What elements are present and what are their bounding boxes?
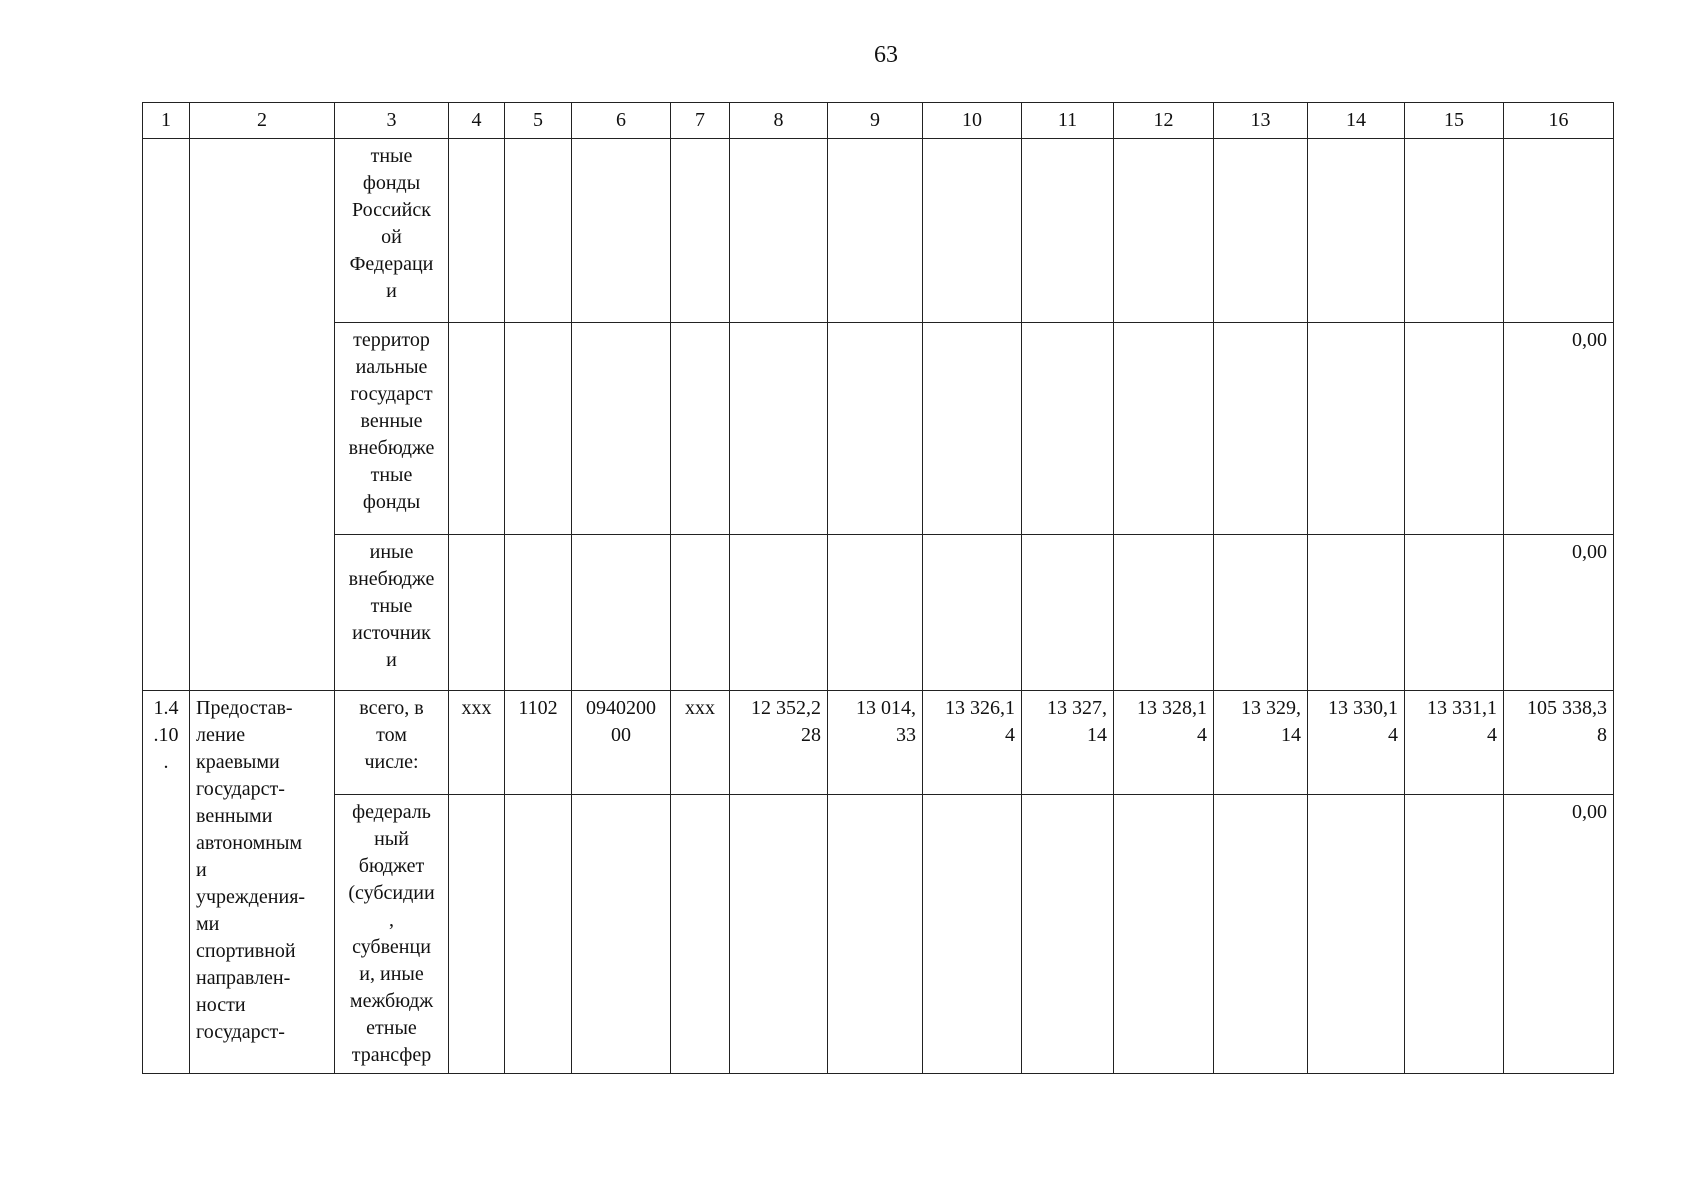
header-cell: 12 <box>1114 103 1214 139</box>
empty-cell <box>449 535 505 691</box>
empty-cell <box>1405 535 1504 691</box>
empty-cell <box>1022 795 1114 1074</box>
empty-cell <box>1214 535 1308 691</box>
header-cell: 5 <box>505 103 572 139</box>
header-cell: 1 <box>143 103 190 139</box>
empty-cell <box>1114 795 1214 1074</box>
empty-cell <box>1308 139 1405 323</box>
funding-source-cell: всего, в том числе: <box>335 691 449 795</box>
empty-cell <box>828 139 923 323</box>
row-name-cell <box>190 139 335 691</box>
empty-cell <box>505 795 572 1074</box>
header-cell: 3 <box>335 103 449 139</box>
value-cell: 13 329, 14 <box>1214 691 1308 795</box>
empty-cell <box>1022 139 1114 323</box>
empty-cell <box>1308 535 1405 691</box>
empty-cell <box>1022 323 1114 535</box>
table-row <box>143 139 1614 323</box>
empty-cell <box>1114 323 1214 535</box>
empty-cell <box>572 795 671 1074</box>
row-number-cell <box>143 139 190 691</box>
empty-cell <box>1114 139 1214 323</box>
empty-cell <box>1214 795 1308 1074</box>
empty-cell <box>1405 323 1504 535</box>
value-cell: 13 331,1 4 <box>1405 691 1504 795</box>
empty-cell <box>572 535 671 691</box>
empty-cell <box>730 535 828 691</box>
empty-cell <box>1308 795 1405 1074</box>
empty-cell <box>1214 323 1308 535</box>
header-cell: 9 <box>828 103 923 139</box>
value-cell: 13 327, 14 <box>1022 691 1114 795</box>
code-cell: xxx <box>449 691 505 795</box>
empty-cell <box>923 795 1022 1074</box>
funding-source-cell: территор иальные государст венные внебюдже тные фонды <box>335 323 449 535</box>
table-row <box>143 795 1614 1074</box>
funding-source-cell: тные фонды Российск ой Федераци и <box>335 139 449 323</box>
total-cell: 0,00 <box>1504 795 1614 1074</box>
value-cell: 13 326,1 4 <box>923 691 1022 795</box>
empty-cell <box>505 323 572 535</box>
value-cell: 13 330,1 4 <box>1308 691 1405 795</box>
row-name-cell: Предостав- ление краевыми государст- венными автономным и учреждения- ми спортивной направлен- ности государст- <box>190 691 335 1074</box>
table-row <box>143 323 1614 535</box>
value-cell: 13 328,1 4 <box>1114 691 1214 795</box>
empty-cell <box>730 139 828 323</box>
total-cell: 105 338,3 8 <box>1504 691 1614 795</box>
header-cell: 10 <box>923 103 1022 139</box>
header-cell: 16 <box>1504 103 1614 139</box>
total-cell <box>1504 139 1614 323</box>
header-cell: 14 <box>1308 103 1405 139</box>
empty-cell <box>828 323 923 535</box>
empty-cell <box>1308 323 1405 535</box>
table-row <box>143 691 1614 795</box>
code-cell: 0940200 00 <box>572 691 671 795</box>
funding-source-cell: иные внебюдже тные источник и <box>335 535 449 691</box>
empty-cell <box>505 535 572 691</box>
empty-cell <box>828 535 923 691</box>
empty-cell <box>505 139 572 323</box>
row-number-cell: 1.4 .10 . <box>143 691 190 1074</box>
empty-cell <box>449 795 505 1074</box>
header-cell: 6 <box>572 103 671 139</box>
empty-cell <box>671 139 730 323</box>
header-cell: 15 <box>1405 103 1504 139</box>
empty-cell <box>671 795 730 1074</box>
empty-cell <box>730 323 828 535</box>
empty-cell <box>1114 535 1214 691</box>
total-cell: 0,00 <box>1504 535 1614 691</box>
empty-cell <box>671 535 730 691</box>
empty-cell <box>671 323 730 535</box>
value-cell: 12 352,2 28 <box>730 691 828 795</box>
header-cell: 7 <box>671 103 730 139</box>
header-cell: 4 <box>449 103 505 139</box>
empty-cell <box>572 139 671 323</box>
header-cell: 11 <box>1022 103 1114 139</box>
header-cell: 13 <box>1214 103 1308 139</box>
value-cell: 13 014, 33 <box>828 691 923 795</box>
code-cell: 1102 <box>505 691 572 795</box>
empty-cell <box>1214 139 1308 323</box>
budget-table <box>142 102 1614 1074</box>
header-cell: 8 <box>730 103 828 139</box>
table-row <box>143 535 1614 691</box>
empty-cell <box>1405 795 1504 1074</box>
empty-cell <box>449 323 505 535</box>
empty-cell <box>1405 139 1504 323</box>
funding-source-cell: федераль ный бюджет (субсидии , субвенци и, иные межбюдж етные трансфер <box>335 795 449 1074</box>
empty-cell <box>449 139 505 323</box>
empty-cell <box>923 535 1022 691</box>
empty-cell <box>828 795 923 1074</box>
empty-cell <box>1022 535 1114 691</box>
page-number: 63 <box>874 42 898 68</box>
empty-cell <box>923 139 1022 323</box>
header-cell: 2 <box>190 103 335 139</box>
empty-cell <box>730 795 828 1074</box>
header-row <box>143 103 1614 139</box>
empty-cell <box>923 323 1022 535</box>
total-cell: 0,00 <box>1504 323 1614 535</box>
empty-cell <box>572 323 671 535</box>
code-cell: xxx <box>671 691 730 795</box>
